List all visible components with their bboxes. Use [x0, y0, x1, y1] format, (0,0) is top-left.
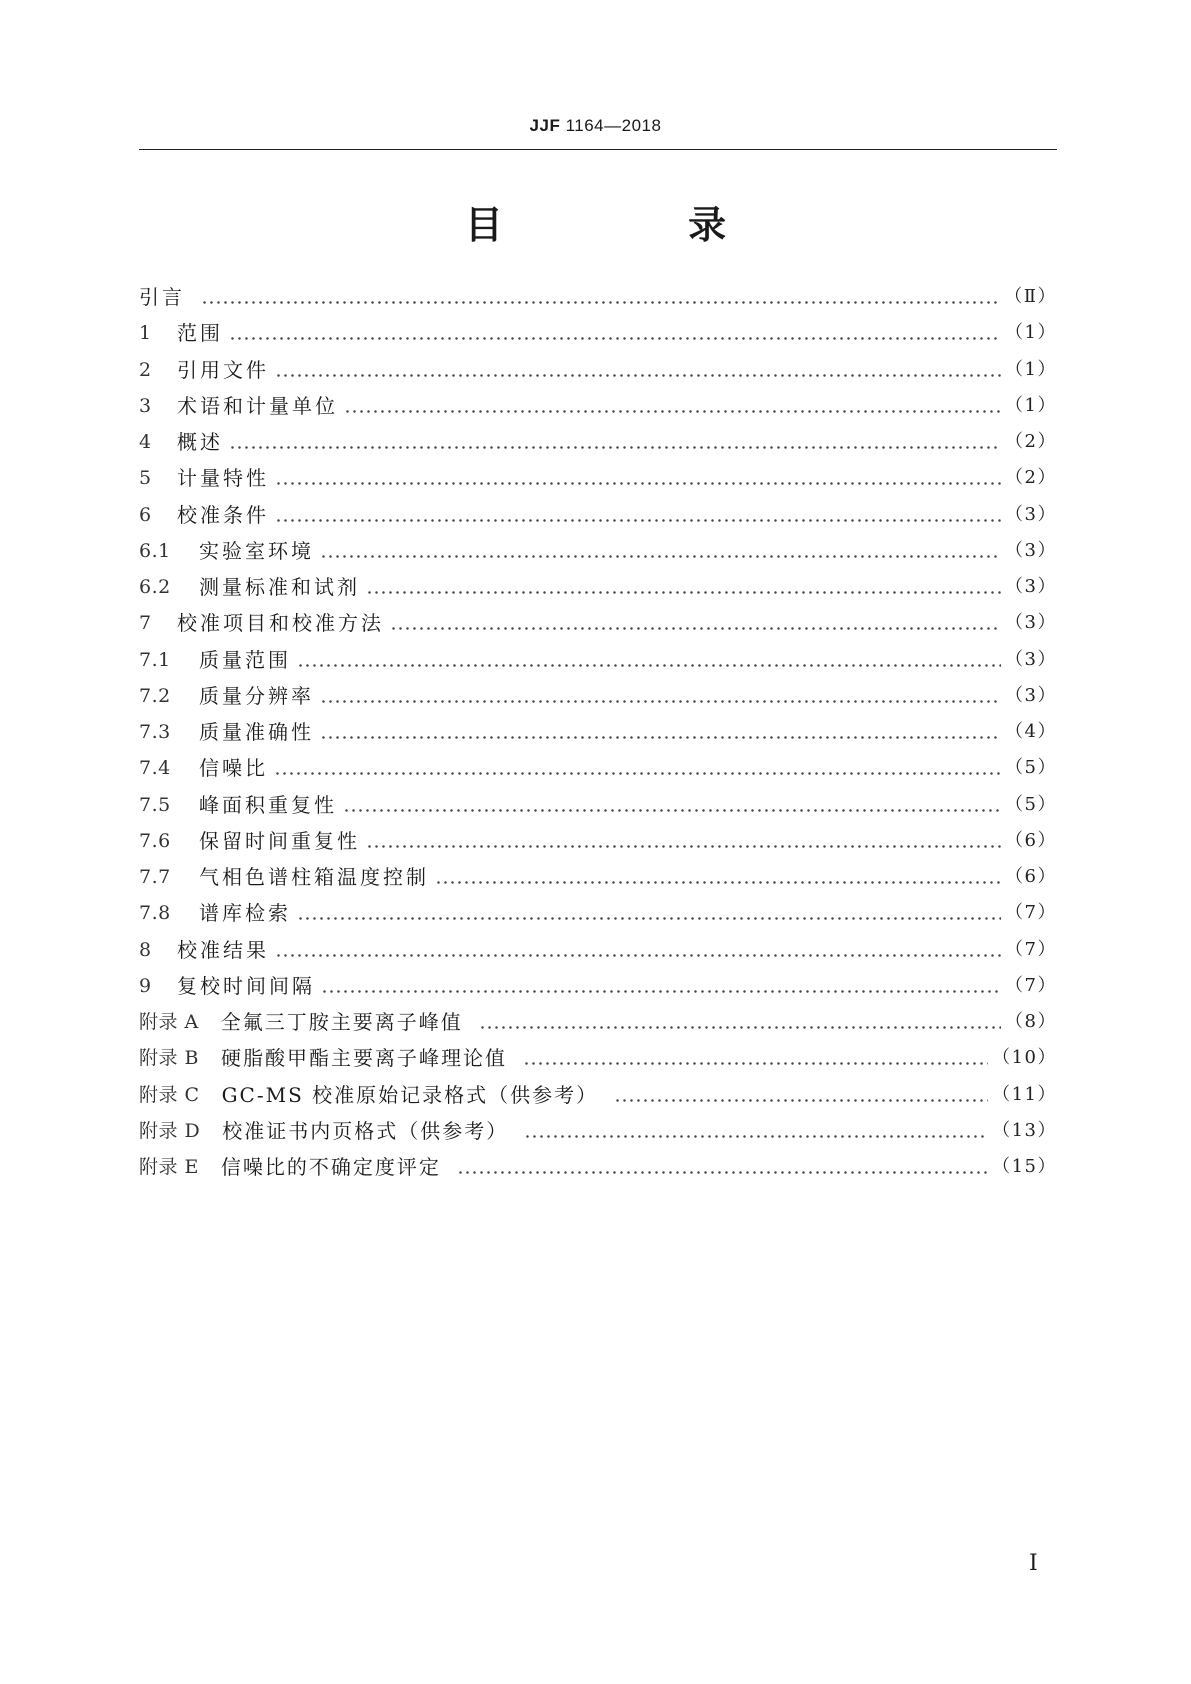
toc-entry[interactable] [139, 424, 1057, 460]
toc-dot-leader [366, 577, 1001, 597]
toc-entry-label: 校准条件 [177, 502, 269, 527]
toc-entry[interactable] [139, 605, 1057, 641]
toc-entry[interactable] [139, 1113, 1057, 1149]
standard-number: 1164—2018 [565, 116, 662, 135]
toc-entry-label: 全氟三丁胺主要离子峰值 [220, 1010, 463, 1035]
toc-entry-label: 引言 [139, 285, 185, 310]
page-title: 目 录 [464, 203, 813, 247]
toc-entry-page: （1） [1005, 322, 1057, 344]
toc-entry-label: 信噪比 [199, 756, 268, 781]
toc-entry[interactable] [139, 279, 1057, 315]
toc-entry-number: 7.2 [139, 684, 171, 707]
toc-entry-label: 质量准确性 [199, 720, 314, 745]
toc-entry[interactable] [139, 533, 1057, 569]
toc-entry-number: 8 [139, 938, 152, 961]
toc-entry-number: 7.3 [139, 721, 171, 744]
toc-entry-page: （7） [1005, 974, 1057, 996]
toc-entry-label: 质量分辨率 [199, 683, 314, 708]
toc-dot-leader [435, 867, 1001, 887]
toc-entry-label: 谱库检索 [199, 901, 291, 926]
toc-entry-label: 实验室环境 [199, 538, 314, 563]
toc-entry-page: （15） [992, 1156, 1057, 1178]
toc-dot-leader [524, 1121, 988, 1141]
toc-dot-leader [523, 1048, 988, 1068]
toc-entry-number: 7.8 [139, 902, 171, 925]
toc-entry-number: 9 [139, 974, 152, 997]
toc-entry-page: （2） [1005, 467, 1057, 489]
toc-entry[interactable] [139, 315, 1057, 351]
toc-entry-page: （3） [1005, 503, 1057, 525]
toc-entry-page: （6） [1005, 829, 1057, 851]
toc-entry-label: 保留时间重复性 [199, 828, 360, 853]
toc-entry-number: 7 [139, 612, 152, 635]
toc-entry[interactable] [139, 787, 1057, 823]
toc-entry-page: （2） [1005, 431, 1057, 453]
toc-entry-number: 附录 B [139, 1047, 200, 1070]
toc-entry[interactable] [139, 932, 1057, 968]
toc-entry-page: （Ⅱ） [1004, 286, 1057, 308]
toc-entry-label: 引用文件 [177, 357, 269, 382]
toc-entry-page: （3） [1005, 684, 1057, 706]
toc-entry-page: （3） [1005, 612, 1057, 634]
toc-dot-leader [229, 323, 1001, 343]
toc-entry-number: 7.6 [139, 829, 171, 852]
toc-dot-leader [366, 831, 1001, 851]
toc-entry-page: （3） [1005, 576, 1057, 598]
toc-dot-leader [457, 1157, 988, 1177]
toc-entry-label: 计量特性 [177, 466, 269, 491]
toc-entry-label: 气相色谱柱箱温度控制 [199, 865, 429, 890]
toc-entry-number: 附录 C [139, 1083, 200, 1106]
toc-entry[interactable] [139, 678, 1057, 714]
table-of-contents [139, 279, 1057, 1185]
toc-dot-leader [201, 287, 1000, 307]
toc-entry-number: 7.4 [139, 757, 171, 780]
toc-dot-leader [321, 976, 1001, 996]
toc-entry-label: 校准项目和校准方法 [177, 611, 384, 636]
toc-entry-label: 校准证书内页格式（供参考） [222, 1118, 509, 1143]
toc-entry[interactable] [139, 895, 1057, 931]
toc-entry-number: 6.1 [139, 539, 171, 562]
toc-entry-page: （1） [1005, 394, 1057, 416]
toc-entry-page: （8） [1005, 1011, 1057, 1033]
toc-entry-number: 3 [139, 394, 152, 417]
toc-entry[interactable] [139, 823, 1057, 859]
toc-entry-number: 5 [139, 467, 152, 490]
toc-entry-page: （4） [1005, 721, 1057, 743]
toc-entry-number: 7.5 [139, 793, 171, 816]
toc-entry[interactable] [139, 1077, 1057, 1113]
toc-entry-label: 复校时间间隔 [177, 973, 315, 998]
toc-entry-page: （3） [1005, 648, 1057, 670]
header-rule [139, 149, 1057, 150]
toc-dot-leader [275, 505, 1001, 525]
document-header [0, 116, 1191, 136]
toc-entry-page: （7） [1005, 902, 1057, 924]
toc-entry-label: 术语和计量单位 [177, 393, 338, 418]
toc-dot-leader [275, 940, 1001, 960]
toc-dot-leader [343, 795, 1001, 815]
toc-dot-leader [614, 1085, 988, 1105]
toc-entry[interactable] [139, 352, 1057, 388]
toc-entry-number: 6.2 [139, 576, 171, 599]
toc-dot-leader [274, 758, 1001, 778]
toc-entry-number: 6 [139, 503, 152, 526]
toc-entry-number: 7.1 [139, 648, 171, 671]
toc-dot-leader [344, 396, 1001, 416]
toc-dot-leader [275, 360, 1001, 380]
toc-entry-label: 硬脂酸甲酯主要离子峰理论值 [221, 1046, 508, 1071]
toc-dot-leader [390, 613, 1001, 633]
toc-entry-page: （5） [1005, 793, 1057, 815]
toc-entry-number: 附录 A [139, 1011, 199, 1034]
toc-entry-number: 7.7 [139, 866, 171, 889]
toc-entry-number: 2 [139, 358, 152, 381]
toc-entry-label: 信噪比的不确定度评定 [220, 1155, 441, 1180]
toc-entry-label: 峰面积重复性 [199, 792, 337, 817]
toc-entry[interactable] [139, 388, 1057, 424]
toc-entry-label: 校准结果 [177, 937, 269, 962]
toc-dot-leader [275, 468, 1001, 488]
toc-entry-label: 范围 [177, 321, 223, 346]
toc-entry-page: （7） [1005, 938, 1057, 960]
toc-dot-leader [297, 903, 1001, 923]
toc-entry-page: （1） [1005, 358, 1057, 380]
standard-code: JJF [529, 116, 561, 135]
toc-entry-number: 1 [139, 322, 152, 345]
toc-entry[interactable] [139, 1040, 1057, 1076]
toc-entry-number: 4 [139, 431, 152, 454]
toc-dot-leader [479, 1012, 1001, 1032]
toc-entry-number: 附录 D [139, 1119, 201, 1142]
toc-entry[interactable] [139, 859, 1057, 895]
toc-entry[interactable] [139, 714, 1057, 750]
toc-entry-page: （13） [992, 1119, 1057, 1141]
toc-entry-label: 质量范围 [199, 647, 291, 672]
toc-entry-page: （3） [1005, 539, 1057, 561]
toc-entry-page: （5） [1005, 757, 1057, 779]
toc-entry[interactable] [139, 1149, 1057, 1185]
toc-dot-leader [320, 722, 1001, 742]
toc-entry[interactable] [139, 1004, 1057, 1040]
toc-entry-number: 附录 E [139, 1156, 199, 1179]
toc-entry-label: GC-MS 校准原始记录格式（供参考） [221, 1082, 599, 1107]
toc-entry[interactable] [139, 642, 1057, 678]
toc-dot-leader [320, 541, 1001, 561]
toc-dot-leader [229, 432, 1001, 452]
toc-entry-page: （10） [992, 1047, 1057, 1069]
toc-dot-leader [320, 686, 1001, 706]
page-number: Ⅰ [1029, 1551, 1038, 1576]
toc-entry[interactable] [139, 750, 1057, 786]
toc-entry[interactable] [139, 460, 1057, 496]
toc-entry-page: （6） [1005, 866, 1057, 888]
toc-entry-label: 概述 [177, 430, 223, 455]
toc-entry[interactable] [139, 497, 1057, 533]
toc-entry-label: 测量标准和试剂 [199, 575, 360, 600]
toc-entry[interactable] [139, 968, 1057, 1004]
toc-dot-leader [297, 650, 1001, 670]
toc-entry[interactable] [139, 569, 1057, 605]
toc-entry-page: （11） [992, 1083, 1057, 1105]
